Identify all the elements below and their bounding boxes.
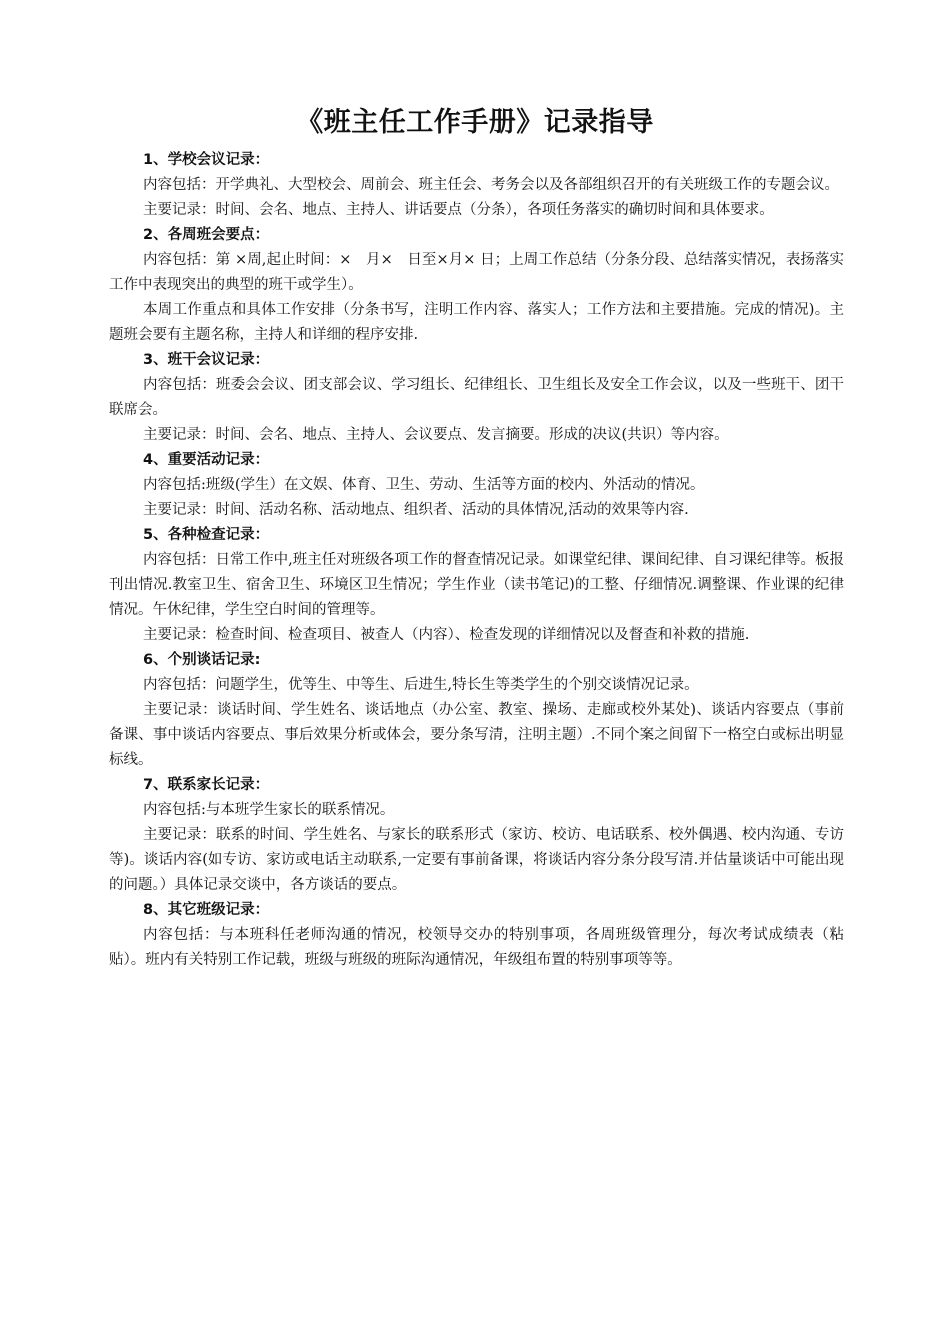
section-heading: 1、学校会议记录：: [143, 152, 270, 168]
section-paragraph: 本周工作重点和具体工作安排（分条书写，注明工作内容、落实人；工作方法和主要措施。完成的情况)。主题班会要有主题名称，主持人和详细的程序安排.: [109, 302, 844, 343]
section-paragraph: 主要记录：检查时间、检查项目、被查人（内容）、检查发现的详细情况以及督查和补救的措施.: [143, 627, 750, 643]
document-title: 《班主任工作手册》记录指导: [296, 107, 654, 138]
section-paragraph: 内容包括:班级(学生）在文娱、体育、卫生、劳动、生活等方面的校内、外活动的情况。: [143, 477, 705, 493]
section-paragraph: 内容包括：班委会会议、团支部会议、学习组长、纪律组长、卫生组长及安全工作会议，以及一些班干、团干联席会。: [109, 377, 844, 418]
section-paragraph: 主要记录：时间、活动名称、活动地点、组织者、活动的具体情况,活动的效果等内容.: [143, 502, 689, 518]
section-individual-talks: [109, 648, 844, 773]
section-paragraph: 内容包括:与本班学生家长的联系情况。: [143, 802, 395, 818]
section-weekly-class-meeting: [109, 223, 844, 348]
section-parent-contact: [109, 773, 844, 898]
section-heading: 8、其它班级记录：: [143, 902, 270, 918]
section-paragraph: 主要记录：时间、会名、地点、主持人、讲话要点（分条），各项任务落实的确切时间和具体要求。: [143, 202, 774, 218]
section-heading: 5、各种检查记录：: [143, 527, 270, 543]
section-heading: 7、联系家长记录：: [143, 777, 270, 793]
section-heading: 3、班干会议记录：: [143, 352, 270, 368]
section-important-activities: [109, 448, 844, 523]
section-class-cadre-meeting: [109, 348, 844, 448]
section-inspections: [109, 523, 844, 648]
section-paragraph: 内容包括：日常工作中,班主任对班级各项工作的督查情况记录。如课堂纪律、课间纪律、自习课纪律等。板报刊出情况.教室卫生、宿舍卫生、环境区卫生情况；学生作业（读书笔记)的工整、仔细情况.调整课、作业课的纪律情况。午休纪律，学生空白时间的管理等。: [109, 552, 844, 618]
section-paragraph: 内容包括：与本班科任老师沟通的情况，校领导交办的特别事项，各周班级管理分，每次考试成绩表（粘贴）。班内有关特别工作记载，班级与班级的班际沟通情况，年级组布置的特别事项等等。: [109, 927, 844, 968]
section-paragraph: 内容包括：开学典礼、大型校会、周前会、班主任会、考务会以及各部组织召开的有关班级工作的专题会议。: [143, 177, 839, 193]
section-paragraph: 内容包括：第 ×周,起止时间：× 月× 日至×月× 日；上周工作总结（分条分段、总结落实情况，表扬落实工作中表现突出的典型的班干或学生）。: [109, 252, 844, 293]
section-heading: 2、各周班会要点：: [143, 227, 270, 243]
section-paragraph: 内容包括：问题学生，优等生、中等生、后进生,特长生等类学生的个别交谈情况记录。: [143, 677, 699, 693]
section-paragraph: 主要记录：时间、会名、地点、主持人、会议要点、发言摘要。形成的决议(共识）等内容。: [143, 427, 729, 443]
section-other-class-records: [109, 898, 844, 973]
document-body: [109, 148, 844, 973]
section-heading: 6、个别谈话记录:: [143, 652, 261, 668]
section-paragraph: 主要记录：谈话时间、学生姓名、谈话地点（办公室、教室、操场、走廊或校外某处)、谈话内容要点（事前备课、事中谈话内容要点、事后效果分析或体会，要分条写清，注明主题）.不同个案之间留下一格空白或标出明显标线。: [109, 702, 844, 768]
section-heading: 4、重要活动记录：: [143, 452, 270, 468]
section-paragraph: 主要记录：联系的时间、学生姓名、与家长的联系形式（家访、校访、电话联系、校外偶遇、校内沟通、专访等)。谈话内容(如专访、家访或电话主动联系,一定要有事前备课，将谈话内容分条分段写清.并估量谈话中可能出现的问题。）具体记录交谈中，各方谈话的要点。: [109, 827, 844, 893]
section-school-meeting: [109, 148, 844, 223]
